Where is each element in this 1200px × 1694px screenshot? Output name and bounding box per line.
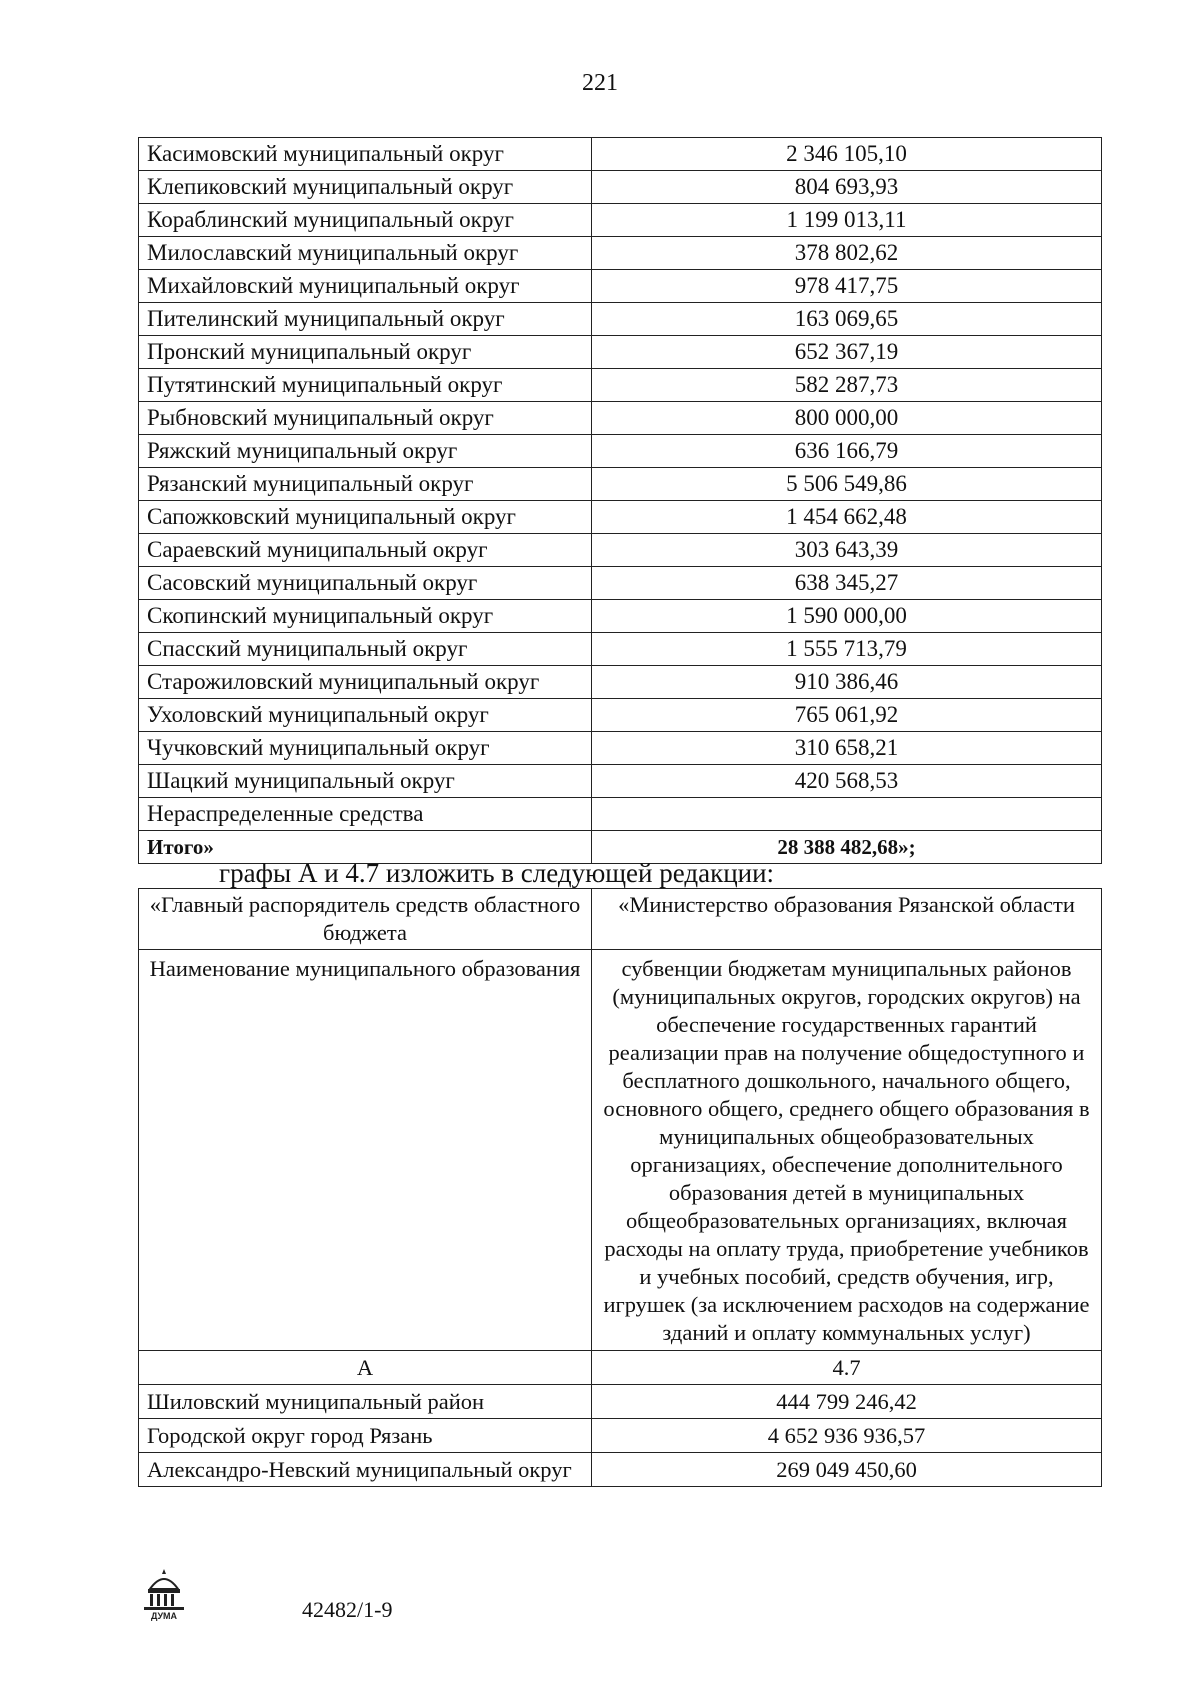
municipality-name-cell: Рязанский муниципальный округ <box>139 468 592 501</box>
amount-cell: 1 590 000,00 <box>592 600 1102 633</box>
amount-cell: 303 643,39 <box>592 534 1102 567</box>
table-row <box>139 303 1102 336</box>
amount-cell: 636 166,79 <box>592 435 1102 468</box>
municipality-name-cell: Шацкий муниципальный округ <box>139 765 592 798</box>
header-left-cell: «Главный распорядитель средств областного бюджета <box>139 889 592 950</box>
amount-cell: 269 049 450,60 <box>592 1453 1102 1487</box>
municipality-name-cell: Сапожковский муниципальный округ <box>139 501 592 534</box>
municipality-name-cell: Пителинский муниципальный округ <box>139 303 592 336</box>
table-row <box>139 1385 1102 1419</box>
table-row <box>139 765 1102 798</box>
municipality-name-cell: Клепиковский муниципальный округ <box>139 171 592 204</box>
municipality-name-cell: Александро-Невский муниципальный округ <box>139 1453 592 1487</box>
amount-cell: 1 454 662,48 <box>592 501 1102 534</box>
column-47-cell: 4.7 <box>592 1351 1102 1385</box>
amount-cell: 638 345,27 <box>592 567 1102 600</box>
header-right-cell: «Министерство образования Рязанской области <box>592 889 1102 950</box>
amount-cell: 765 061,92 <box>592 699 1102 732</box>
amount-cell: 444 799 246,42 <box>592 1385 1102 1419</box>
table-row <box>139 237 1102 270</box>
municipality-name-cell: Пронский муниципальный округ <box>139 336 592 369</box>
amount-cell: 378 802,62 <box>592 237 1102 270</box>
table-row <box>139 1419 1102 1453</box>
municipality-name-cell: Милославский муниципальный округ <box>139 237 592 270</box>
table-row <box>139 798 1102 831</box>
table-row <box>139 567 1102 600</box>
municipality-name-cell: Шиловский муниципальный район <box>139 1385 592 1419</box>
table-row <box>139 633 1102 666</box>
table-row <box>139 732 1102 765</box>
table-row <box>139 600 1102 633</box>
amount-cell <box>592 798 1102 831</box>
allocation-table <box>138 137 1102 864</box>
amount-cell: 652 367,19 <box>592 336 1102 369</box>
municipality-name-cell: Сасовский муниципальный округ <box>139 567 592 600</box>
table2-description-row <box>139 950 1102 1351</box>
table-row <box>139 336 1102 369</box>
table-row <box>139 402 1102 435</box>
table2-header-row <box>139 889 1102 950</box>
municipality-name-cell: Путятинский муниципальный округ <box>139 369 592 402</box>
table-row <box>139 666 1102 699</box>
municipality-name-cell: Городской округ город Рязань <box>139 1419 592 1453</box>
description-cell: субвенции бюджетам муниципальных районов (муниципальных округов, городских округов) на обеспечение государственных гарантий реализации прав на получение общедоступного и бесплатного дошкольного, начального общего, основного общего, среднего общего образования в муниципальных общеобразовательных организациях, обеспечение дополнительного образования детей в муниципальных общеобразовательных организациях, включая расходы на оплату труда, приобретение учебников и учебных пособий, средств обучения, игр, игрушек (за исключением расходов на содержание зданий и оплату коммунальных услуг) <box>592 950 1102 1351</box>
amendment-table <box>138 888 1102 1487</box>
amount-cell: 978 417,75 <box>592 270 1102 303</box>
amount-cell: 310 658,21 <box>592 732 1102 765</box>
amount-cell: 582 287,73 <box>592 369 1102 402</box>
page-number: 221 <box>582 70 618 96</box>
municipality-name-cell: Спасский муниципальный округ <box>139 633 592 666</box>
amount-cell: 163 069,65 <box>592 303 1102 336</box>
municipality-name-cell: Кораблинский муниципальный округ <box>139 204 592 237</box>
municipality-name-cell: Скопинский муниципальный округ <box>139 600 592 633</box>
duma-emblem-icon <box>138 1565 190 1621</box>
municipality-name-cell: Касимовский муниципальный округ <box>139 138 592 171</box>
municipality-name-cell: Ухоловский муниципальный округ <box>139 699 592 732</box>
table2-column-index-row <box>139 1351 1102 1385</box>
amount-cell: 800 000,00 <box>592 402 1102 435</box>
table-row <box>139 468 1102 501</box>
municipality-name-cell: Михайловский муниципальный округ <box>139 270 592 303</box>
municipality-name-cell: Старожиловский муниципальный округ <box>139 666 592 699</box>
column-a-cell: А <box>139 1351 592 1385</box>
municipality-name-cell: Чучковский муниципальный округ <box>139 732 592 765</box>
table-row <box>139 534 1102 567</box>
amount-cell: 1 555 713,79 <box>592 633 1102 666</box>
table-row <box>139 501 1102 534</box>
table-row <box>139 204 1102 237</box>
municipality-name-cell: Нераспределенные средства <box>139 798 592 831</box>
table-row <box>139 171 1102 204</box>
table-row <box>139 435 1102 468</box>
table-row <box>139 369 1102 402</box>
table-row <box>139 138 1102 171</box>
amount-cell: 1 199 013,11 <box>592 204 1102 237</box>
total-label-cell: Итого» <box>139 831 592 864</box>
amount-cell: 910 386,46 <box>592 666 1102 699</box>
amount-cell: 804 693,93 <box>592 171 1102 204</box>
table-row <box>139 1453 1102 1487</box>
table-row <box>139 699 1102 732</box>
municipality-name-cell: Сараевский муниципальный округ <box>139 534 592 567</box>
amount-cell: 2 346 105,10 <box>592 138 1102 171</box>
emblem-text: ДУМА <box>150 1611 178 1621</box>
municipality-name-cell: Рыбновский муниципальный округ <box>139 402 592 435</box>
amount-cell: 4 652 936 936,57 <box>592 1419 1102 1453</box>
amount-cell: 5 506 549,86 <box>592 468 1102 501</box>
document-code: 42482/1-9 <box>302 1597 393 1622</box>
name-label-cell: Наименование муниципального образования <box>139 950 592 1351</box>
municipality-name-cell: Ряжский муниципальный округ <box>139 435 592 468</box>
total-value-cell: 28 388 482,68»; <box>592 831 1102 864</box>
table-row <box>139 270 1102 303</box>
amendment-caption: графы А и 4.7 изложить в следующей редакции: <box>219 858 775 888</box>
amount-cell: 420 568,53 <box>592 765 1102 798</box>
